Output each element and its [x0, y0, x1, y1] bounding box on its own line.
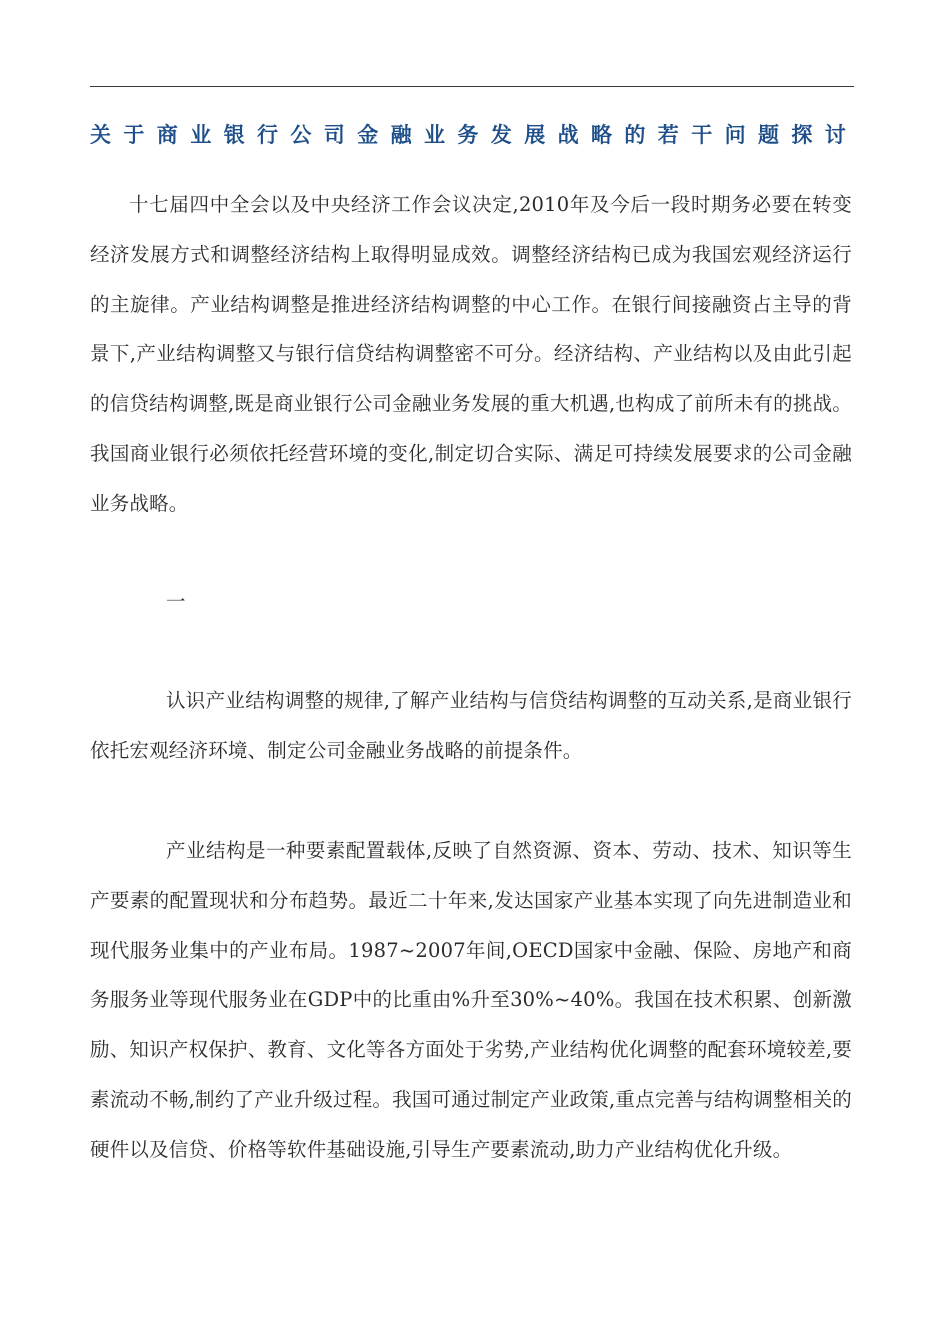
intro-paragraph: 十七届四中全会以及中央经济工作会议决定,2010年及今后一段时期务必要在转变经济发展方式和调整经济结构上取得明显成效。调整经济结构已成为我国宏观经济运行的主旋律。产业结构调整是推进经济结构调整的中心工作。在银行间接融资占主导的背景下,产业结构调整又与银行信贷结构调整密不可分。经济结构、产业结构以及由此引起的信贷结构调整,既是商业银行公司金融业务发展的重大机遇,也构成了前所未有的挑战。我国商业银行必须依托经营环境的变化,制定切合实际、满足可持续发展要求的公司金融业务战略。	[90, 193, 852, 515]
spacer	[90, 776, 852, 826]
section-paragraph-2: 产业结构是一种要素配置载体,反映了自然资源、资本、劳动、技术、知识等生产要素的配置现状和分布趋势。最近二十年来,发达国家产业基本实现了向先进制造业和现代服务业集中的产业布局。1987~2007年间,OECD国家中金融、保险、房地产和商务服务业等现代服务业在GDP中的比重由%升至30%~40%。我国在技术积累、创新激励、知识产权保护、教育、文化等各方面处于劣势,产业结构优化调整的配套环境较差,要素流动不畅,制约了产业升级过程。我国可通过制定产业政策,重点完善与结构调整相关的硬件以及信贷、价格等软件基础设施,引导生产要素流动,助力产业结构优化升级。	[90, 838, 852, 1161]
document-title: 关于商业银行公司金融业务发展战略的若干问题探讨	[90, 123, 859, 147]
document-body	[90, 180, 852, 1175]
section-number: 一	[166, 589, 186, 613]
spacer	[90, 529, 852, 577]
section-paragraph-1: 认识产业结构调整的规律,了解产业结构与信贷结构调整的互动关系,是商业银行依托宏观经济环境、制定公司金融业务战略的前提条件。	[90, 689, 852, 763]
header-rule	[90, 86, 854, 87]
spacer	[90, 626, 852, 676]
